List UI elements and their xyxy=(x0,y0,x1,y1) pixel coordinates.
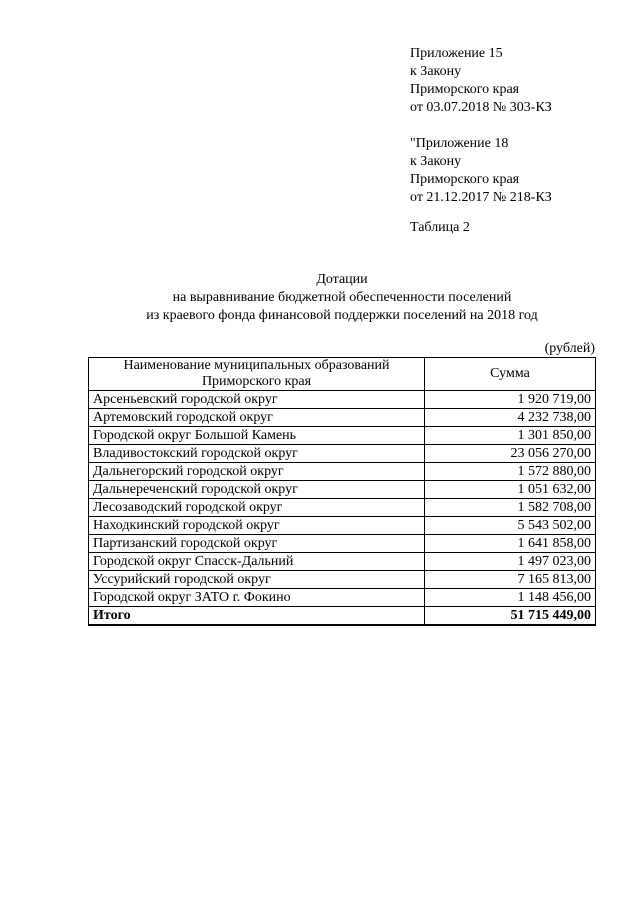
amount-value: 1 301 850,00 xyxy=(425,427,596,445)
municipality-name: Дальнегорский городской округ xyxy=(89,463,425,481)
table-row xyxy=(89,445,596,463)
amount-value: 23 056 270,00 xyxy=(425,445,596,463)
amount-value: 1 641 858,00 xyxy=(425,535,596,553)
total-amount: 51 715 449,00 xyxy=(425,607,596,626)
amount-value: 1 148 456,00 xyxy=(425,589,596,607)
table-row xyxy=(89,589,596,607)
document-title xyxy=(88,271,596,325)
table-number: Таблица 2 xyxy=(410,220,470,235)
municipality-name: Артемовский городской округ xyxy=(89,409,425,427)
units-label: (рублей) xyxy=(544,341,595,356)
table-header-row xyxy=(89,358,596,391)
municipality-name: Городской округ Спасск-Дальний xyxy=(89,553,425,571)
table-row xyxy=(89,571,596,589)
attachment-line: к Закону xyxy=(410,64,462,79)
amount-value: 7 165 813,00 xyxy=(425,571,596,589)
municipality-name: Городской округ Большой Камень xyxy=(89,427,425,445)
column-header-amount: Сумма xyxy=(425,358,596,391)
amount-value: 1 572 880,00 xyxy=(425,463,596,481)
title-line: на выравнивание бюджетной обеспеченности поселений xyxy=(172,290,512,305)
attachment-line: от 21.12.2017 № 218-КЗ xyxy=(410,190,552,205)
attachment-line: Приморского края xyxy=(410,82,520,97)
table-row xyxy=(89,463,596,481)
amount-value: 1 051 632,00 xyxy=(425,481,596,499)
amount-value: 1 920 719,00 xyxy=(425,391,596,409)
amount-value: 5 543 502,00 xyxy=(425,517,596,535)
table-row xyxy=(89,553,596,571)
municipality-name: Лесозаводский городской округ xyxy=(89,499,425,517)
attachment-line: от 03.07.2018 № 303-КЗ xyxy=(410,100,552,115)
municipality-name: Городской округ ЗАТО г. Фокино xyxy=(89,589,425,607)
amount-value: 1 497 023,00 xyxy=(425,553,596,571)
municipality-name: Арсеньевский городской округ xyxy=(89,391,425,409)
amount-value: 4 232 738,00 xyxy=(425,409,596,427)
total-label: Итого xyxy=(89,607,425,626)
attachment-line: "Приложение 18 xyxy=(410,136,509,151)
attachment-header-current xyxy=(410,45,552,117)
table-row xyxy=(89,535,596,553)
attachment-line: Приложение 15 xyxy=(410,46,503,61)
table-total-row xyxy=(89,607,596,626)
title-line: Дотации xyxy=(316,272,368,287)
municipality-name: Партизанский городской округ xyxy=(89,535,425,553)
subsidy-table xyxy=(88,357,596,626)
table-row xyxy=(89,517,596,535)
attachment-header-amended xyxy=(410,135,552,207)
column-header-name: Наименование муниципальных образований Приморского края xyxy=(89,358,425,391)
municipality-name: Уссурийский городской округ xyxy=(89,571,425,589)
table-row xyxy=(89,481,596,499)
attachment-line: к Закону xyxy=(410,154,462,169)
municipality-name: Находкинский городской округ xyxy=(89,517,425,535)
municipality-name: Дальнереченский городской округ xyxy=(89,481,425,499)
municipality-name: Владивостокский городской округ xyxy=(89,445,425,463)
table-row xyxy=(89,409,596,427)
table-row xyxy=(89,427,596,445)
title-line: из краевого фонда финансовой поддержки поселений на 2018 год xyxy=(146,308,538,323)
table-row xyxy=(89,391,596,409)
table-row xyxy=(89,499,596,517)
amount-value: 1 582 708,00 xyxy=(425,499,596,517)
attachment-line: Приморского края xyxy=(410,172,520,187)
